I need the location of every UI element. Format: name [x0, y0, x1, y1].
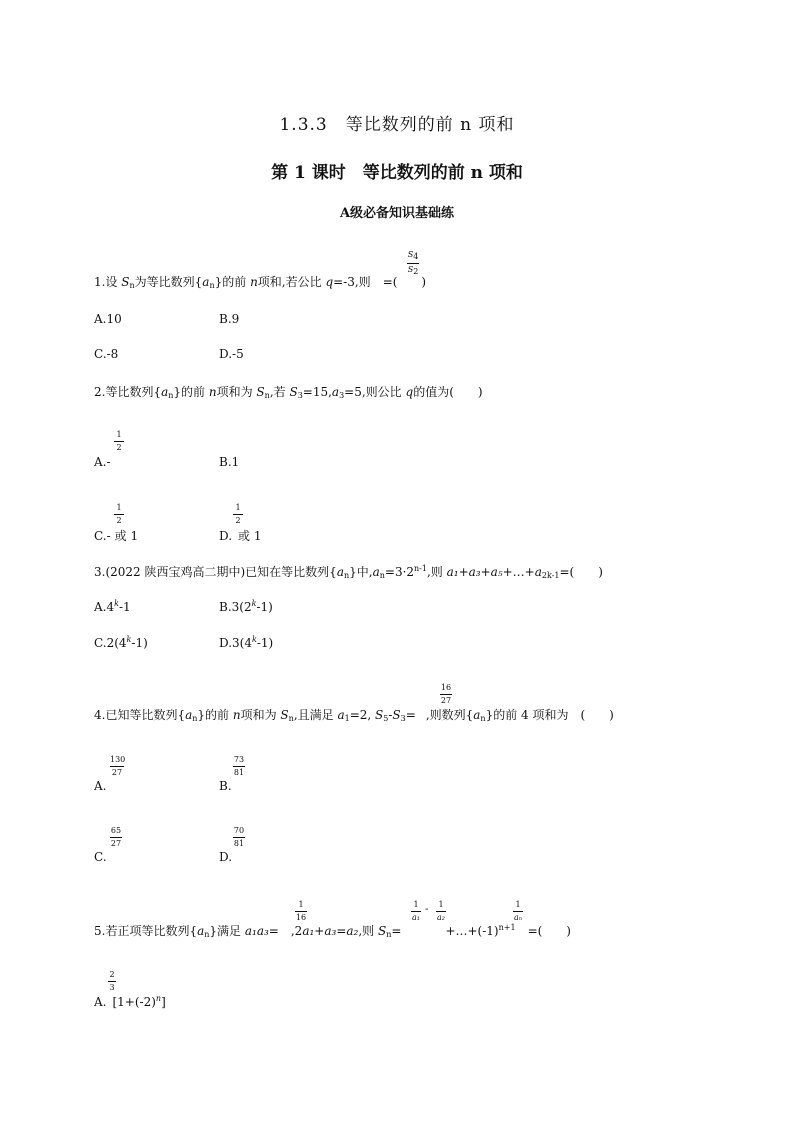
q5-a-fraction: 2 3 — [109, 970, 115, 992]
q3-option-d: D.3(4$^k$-1) — [219, 635, 274, 650]
q4-b-fraction: 73 81 — [233, 755, 245, 777]
q5-fraction-1-an: 1 aₙ — [513, 900, 522, 922]
q3-option-a: A.4$^k$-1 — [94, 599, 131, 614]
section-heading: A级必备知识基础练 — [339, 206, 455, 221]
question-3: 3.(2022 陕西宝鸡高二期中)已知在等比数列$\{a_n\}$中$,a_n=3\cdot 2^{n-1}$,则 $a_1+a_3+a_5+\dots+a_{2k-1}=$( ) — [94, 564, 603, 580]
q5-fraction-1-16: 1 16 — [295, 900, 307, 922]
q5-option-a: A. $[1+(-2)^n]$ — [94, 994, 166, 1009]
q4-fraction: 16 27 — [440, 683, 452, 705]
q1-fraction: $S_4$ $S_2$ — [407, 250, 419, 276]
lesson-title: 第 1 课时 等比数列的前 n 项和 — [271, 163, 523, 183]
q2-option-a: A.- — [94, 455, 111, 469]
q2-c-fraction: 1 2 — [114, 503, 124, 526]
page-title: 1.3.3 等比数列的前 n 项和 — [279, 115, 515, 135]
q2-option-b: B.1 — [219, 455, 240, 469]
q4-option-d: D. — [219, 850, 233, 864]
q3-option-b: B.3(2$^k$-1) — [219, 599, 273, 614]
q2-d-fraction: 1 2 — [233, 503, 243, 526]
q4-option-a: A. — [94, 779, 107, 793]
q2-option-d: D. 或 1 — [219, 529, 262, 543]
q5-minus: - — [425, 904, 429, 915]
q4-option-c: C. — [94, 850, 107, 864]
q1-option-c: C.-8 — [94, 347, 119, 361]
q4-c-fraction: 65 27 — [110, 826, 122, 848]
question-2: 2.等比数列$\{a_n\}$的前 n项和为 $S_n$,若 $S_3=15,a_3=5$,则公比 q的值为( ) — [94, 385, 483, 400]
question-5: 5.若正项等比数列$\{a_n\}$满足 a₁a₃= ,2a₁+a₃=a₂,则 $S_n=$ $+\dots+(-1)^{n+1}$ =( ) — [94, 923, 571, 939]
q4-option-b: B. — [219, 779, 232, 793]
q1-option-b: B.9 — [219, 312, 240, 326]
q4-d-fraction: 70 81 — [233, 826, 245, 848]
q5-fraction-1-a1: 1 a₁ — [412, 900, 420, 922]
q5-fraction-1-a2: 1 a₂ — [437, 900, 445, 922]
q1-option-a: A.10 — [94, 312, 122, 326]
q4-a-fraction: 130 27 — [110, 755, 126, 777]
question-4: 4.已知等比数列$\{a_n\}$的前 n项和为 $S_n$,且满足 $a_1=2$, $S_5-S_3=$ ,则数列$\{a_n\}$的前 4 项和为 ( ) — [94, 708, 614, 723]
q2-option-c: C.- 或 1 — [94, 529, 139, 543]
q3-option-c: C.2(4$^k$-1) — [94, 635, 148, 650]
q2-a-fraction: 1 2 — [114, 430, 124, 453]
q1-option-d: D.-5 — [219, 347, 244, 361]
question-1: 1.设 $S_n$为等比数列$\{a_n\}$的前 n项和,若公比 q=-3,则 =( ) — [94, 275, 427, 290]
